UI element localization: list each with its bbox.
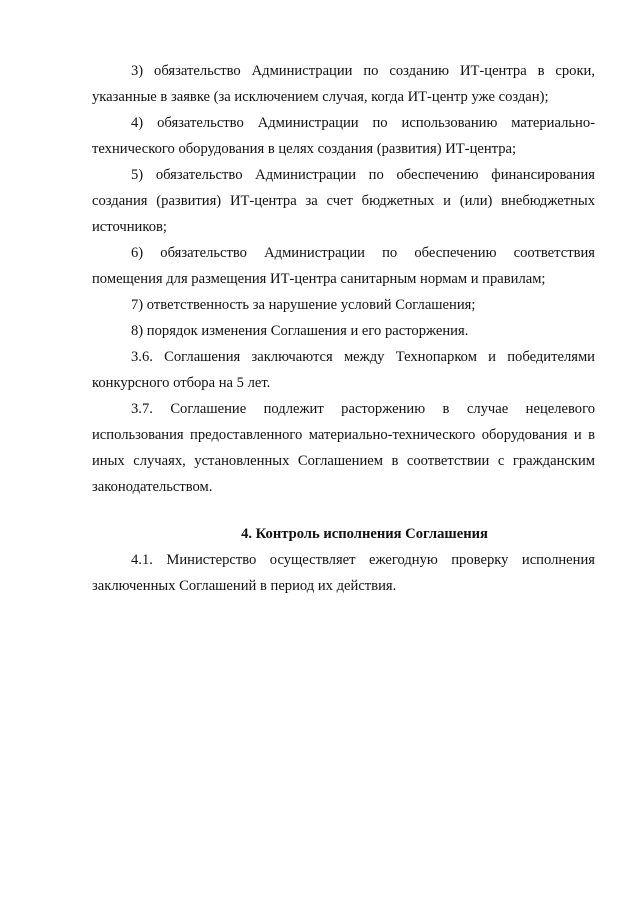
paragraph-item-6: 6) обязательство Администрации по обеспечению соответствия помещения для размещения ИТ-центра санитарным нормам и правилам;: [92, 245, 595, 287]
paragraph-clause-4-1: 4.1. Министерство осуществляет ежегодную проверку исполнения заключенных Соглашений в период их действия.: [92, 552, 595, 594]
paragraph-item-4: 4) обязательство Администрации по использованию материально-технического оборудования в целях создания (развития) ИТ-центра;: [92, 115, 595, 157]
paragraph-item-7: 7) ответственность за нарушение условий Соглашения;: [131, 297, 476, 313]
paragraph-item-5: 5) обязательство Администрации по обеспечению финансирования создания (развития) ИТ-центра за счет бюджетных и (или) внебюджетных источников;: [92, 167, 595, 235]
document-page: [92, 58, 595, 599]
paragraph-item-8: 8) порядок изменения Соглашения и его расторжения.: [131, 323, 469, 339]
section-heading: 4. Контроль исполнения Соглашения: [241, 526, 488, 542]
paragraph-item-3: 3) обязательство Администрации по созданию ИТ-центра в сроки, указанные в заявке (за исключением случая, когда ИТ-центр уже создан);: [92, 63, 595, 105]
paragraph-clause-3-6: 3.6. Соглашения заключаются между Технопарком и победителями конкурсного отбора на 5 лет.: [92, 349, 595, 391]
paragraph-clause-3-7: 3.7. Соглашение подлежит расторжению в случае нецелевого использования предоставленного материально-технического оборудования и в иных случаях, установленных Соглашением в соответствии с гражданским законодательством.: [92, 401, 595, 495]
